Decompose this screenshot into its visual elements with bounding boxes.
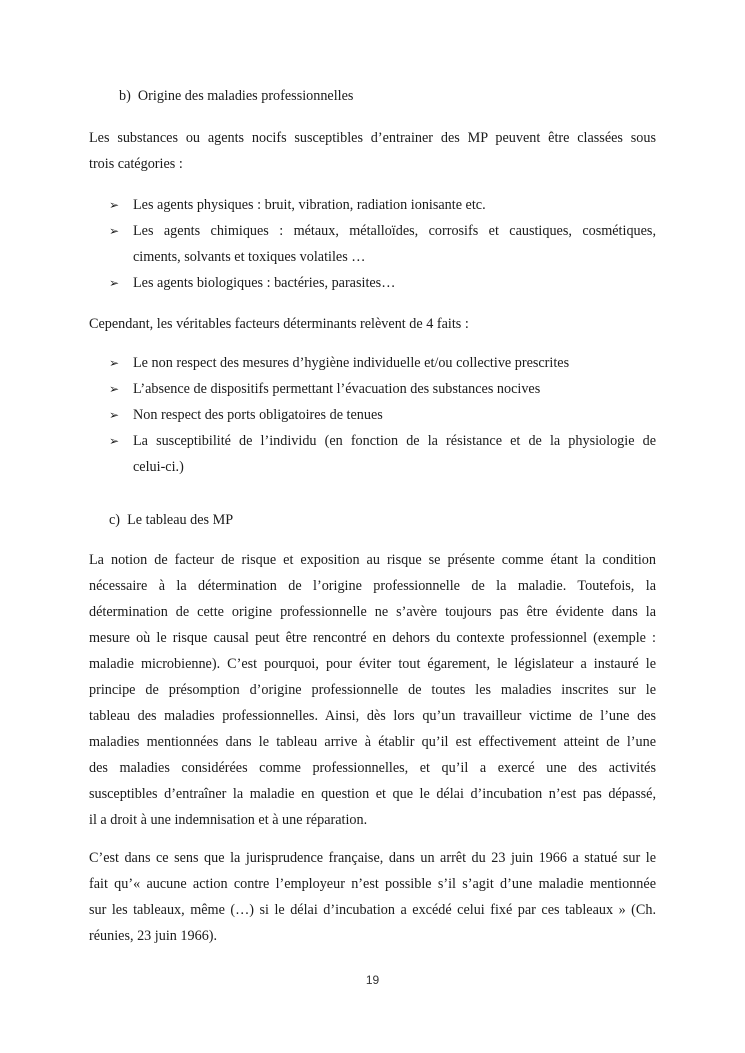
text-line: trois catégories : — [89, 156, 183, 172]
text-line: La notion de facteur de risque et exposition au risque se présente comme étant la condition — [89, 552, 656, 568]
text-line: L’absence de dispositifs permettant l’évacuation des substances nocives — [133, 381, 541, 397]
arrow-bullet-icon: ➢ — [109, 198, 120, 212]
arrow-bullet-icon: ➢ — [109, 382, 120, 396]
text-line: Les agents chimiques : métaux, métalloïdes, corrosifs et caustiques, cosmétiques, — [133, 223, 656, 239]
text-line: Les agents biologiques : bactéries, parasites… — [133, 275, 396, 291]
section-b-marker: b) — [119, 88, 131, 104]
section-c-heading — [109, 512, 233, 529]
list-item — [109, 402, 656, 428]
page-number: 19 — [365, 973, 380, 987]
text-line: Le non respect des mesures d’hygiène individuelle et/ou collective prescrites — [133, 355, 570, 371]
section-c-marker: c) — [109, 512, 121, 528]
text-line: mesure où le risque causal peut être rencontré en dehors du contexte professionnel (exemple : — [89, 630, 656, 646]
text-line: Non respect des ports obligatoires de tenues — [133, 407, 383, 423]
intro-paragraph — [89, 125, 656, 177]
text-line: il a droit à une indemnisation et à une réparation. — [89, 812, 368, 828]
arrow-bullet-icon: ➢ — [109, 356, 120, 370]
text-line: Les substances ou agents nocifs susceptibles d’entrainer des MP peuvent être classées sous — [89, 130, 656, 146]
text-line: susceptibles d’entraîner la maladie en question et que le délai d’incubation n’est pas dépassé, — [89, 786, 656, 802]
list-item — [109, 428, 656, 480]
list-item — [109, 350, 656, 376]
text-line: La susceptibilité de l’individu (en fonction de la résistance et de la physiologie de — [133, 433, 656, 449]
factors-list — [109, 350, 656, 480]
text-line: des maladies considérées comme professionnelles, et qu’il a exercé une des activités — [89, 760, 656, 776]
section-c-title: Le tableau des MP — [127, 512, 234, 528]
list-item — [109, 192, 656, 218]
arrow-bullet-icon: ➢ — [109, 276, 120, 290]
list-item — [109, 270, 656, 296]
list-item — [109, 218, 656, 270]
text-line: sur les tableaux, même (…) si le délai d’incubation a excédé celui fixé par ces tableaux » (Ch. — [89, 902, 656, 918]
text-line: celui-ci.) — [133, 459, 184, 475]
text-line: réunies, 23 juin 1966). — [89, 928, 218, 944]
text-line: Les agents physiques : bruit, vibration, radiation ionisante etc. — [133, 197, 486, 213]
paragraph-1 — [89, 547, 656, 833]
text-line: ciments, solvants et toxiques volatiles … — [133, 249, 366, 265]
section-b-title: Origine des maladies professionnelles — [137, 88, 354, 104]
text-line: C’est dans ce sens que la jurisprudence française, dans un arrêt du 23 juin 1966 a statué sur le — [89, 850, 656, 866]
list-item — [109, 376, 656, 402]
text-line: tableau des maladies professionnelles. Ainsi, dès lors qu’un travailleur victime de l’une des — [89, 708, 656, 724]
factors-intro — [89, 311, 656, 337]
text-line: maladies mentionnées dans le tableau arrive à établir qu’il est effectivement atteint de l’une — [89, 734, 656, 750]
text-line: maladie microbienne). C’est pourquoi, pour éviter tout égarement, le législateur a instauré le — [89, 656, 656, 672]
section-b-heading — [119, 88, 353, 105]
arrow-bullet-icon: ➢ — [109, 434, 120, 448]
paragraph-2 — [89, 845, 656, 949]
categories-list — [109, 192, 656, 296]
arrow-bullet-icon: ➢ — [109, 408, 120, 422]
text-line: principe de présomption d’origine professionnelle de toutes les maladies inscrites sur le — [89, 682, 656, 698]
text-line: détermination de cette origine professionnelle ne s’avère toujours pas être évidente dans la — [89, 604, 656, 620]
text-line: fait qu’« aucune action contre l’employeur n’est possible s’il s’agit d’une maladie mentionnée — [89, 876, 656, 892]
text-line: Cependant, les véritables facteurs déterminants relèvent de 4 faits : — [89, 316, 469, 332]
arrow-bullet-icon: ➢ — [109, 224, 120, 238]
text-line: nécessaire à la détermination de l’origine professionnelle de la maladie. Toutefois, la — [89, 578, 656, 594]
